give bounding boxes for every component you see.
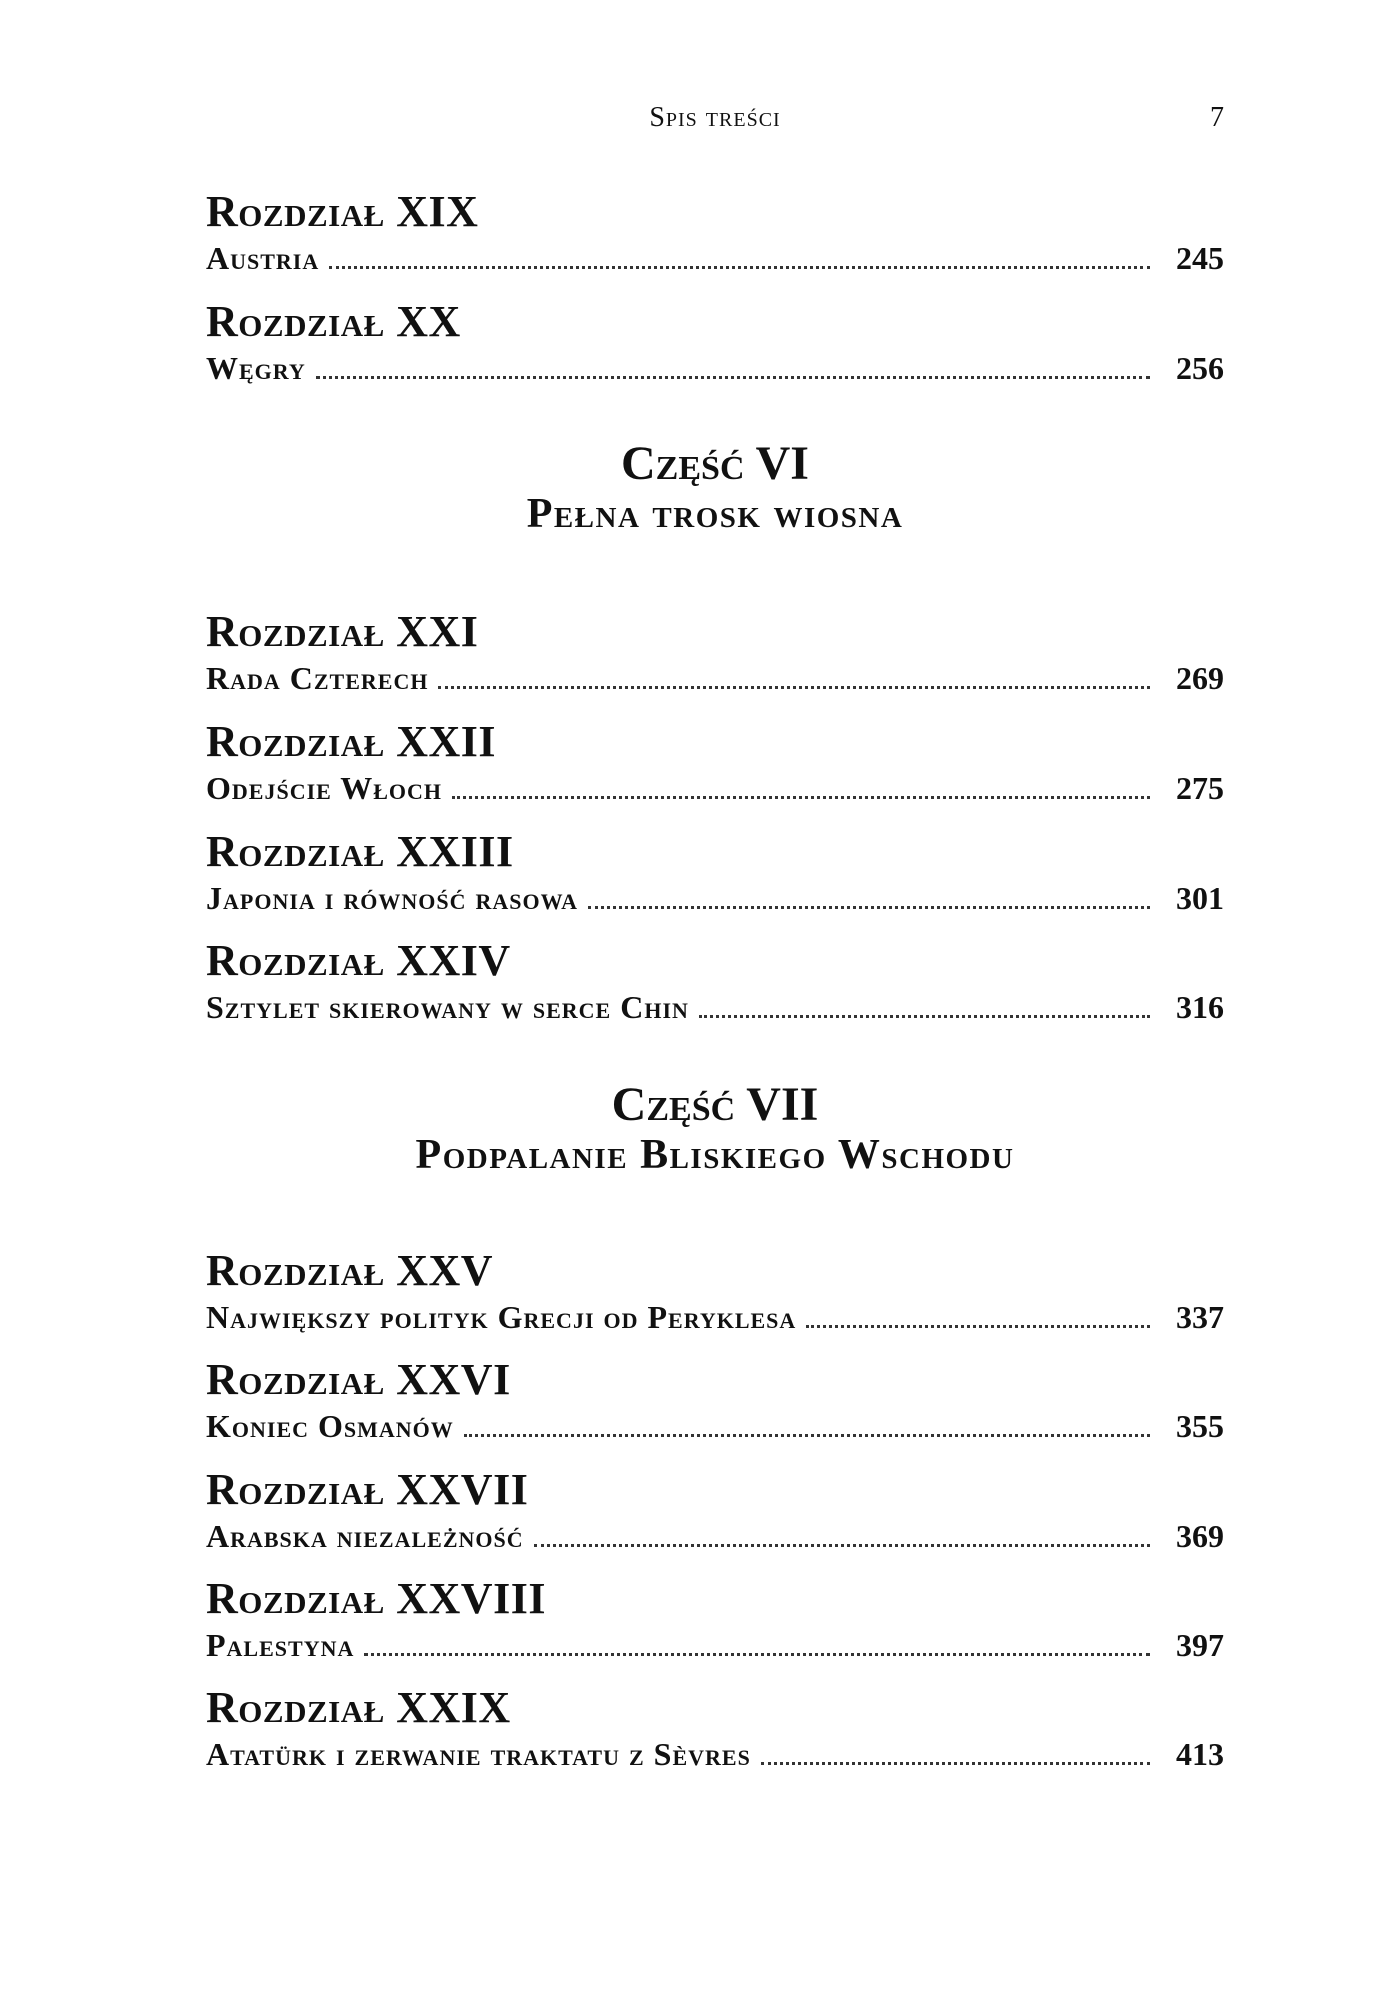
chapter-page: 316 [1176,989,1224,1025]
dot-leader [329,266,1150,269]
dot-leader [588,906,1150,909]
chapter-label: Rozdział XXV [206,1246,494,1295]
dot-leader [534,1544,1150,1547]
chapter-page: 369 [1176,1518,1224,1554]
toc-entry [206,937,1224,1027]
toc-line [206,658,1224,698]
part-title: Podpalanie Bliskiego Wschodu [415,1132,1015,1178]
toc-entry [206,718,1224,808]
chapter-page: 256 [1176,350,1224,386]
chapter-page: 275 [1176,770,1224,806]
chapter-page: 269 [1176,660,1224,696]
chapter-label: Rozdział XXIII [206,827,514,876]
toc-line [206,878,1224,918]
chapter-title: Węgry [206,350,306,386]
toc-entry [206,1356,1224,1446]
chapter-title: Największy polityk Grecji od Peryklesa [206,1299,797,1335]
toc-entry [206,1247,1224,1337]
chapter-page: 337 [1176,1299,1224,1335]
chapter-label: Rozdział XXII [206,717,497,766]
toc-line [206,348,1224,388]
toc-entry [206,1575,1224,1665]
dot-leader [452,796,1150,799]
toc-line [206,1297,1224,1337]
dot-leader [699,1015,1150,1018]
dot-leader [761,1762,1150,1765]
chapter-label: Rozdział XXVI [206,1355,511,1404]
toc-line [206,1516,1224,1556]
chapter-title: Rada Czterech [206,660,429,696]
chapter-label: Rozdział XXIX [206,1683,511,1732]
chapter-label: Rozdział XXVIII [206,1574,546,1623]
dot-leader [438,686,1150,689]
running-title: Spis treści [649,102,781,133]
chapter-label: Rozdział XXIV [206,936,511,985]
toc-line [206,238,1224,278]
chapter-title: Atatürk i zerwanie traktatu z Sèvres [206,1736,751,1772]
chapter-title: Palestyna [206,1627,355,1663]
toc-line [206,1734,1224,1774]
chapter-label: Rozdział XXVII [206,1465,529,1514]
toc-line [206,1406,1224,1446]
toc-entry [206,1684,1224,1774]
part-label: Część VII [611,1078,819,1131]
chapter-title: Japonia i równość rasowa [206,880,579,916]
part-label: Część VI [621,437,809,490]
chapter-page: 301 [1176,880,1224,916]
chapter-page: 413 [1176,1736,1224,1772]
chapter-page: 397 [1176,1627,1224,1663]
chapter-page: 245 [1176,240,1224,276]
toc-entry [206,298,1224,388]
chapter-title: Odejście Włoch [206,770,443,806]
chapter-title: Austria [206,240,320,276]
toc-line [206,768,1224,808]
part-title: Pełna trosk wiosna [526,491,904,537]
toc-entry [206,828,1224,918]
toc-line [206,987,1224,1027]
dot-leader [316,376,1150,379]
toc-entry [206,1466,1224,1556]
chapter-title: Koniec Osmanów [206,1408,454,1444]
chapter-label: Rozdział XXI [206,607,479,656]
chapter-page: 355 [1176,1408,1224,1444]
chapter-title: Sztylet skierowany w serce Chin [206,989,689,1025]
running-header [206,100,1224,136]
part-heading [206,1079,1224,1179]
chapter-label: Rozdział XIX [206,187,479,236]
dot-leader [806,1325,1150,1328]
toc-entry [206,608,1224,698]
dot-leader [364,1653,1150,1656]
dot-leader [464,1434,1150,1437]
toc-line [206,1625,1224,1665]
chapter-label: Rozdział XX [206,297,461,346]
part-heading [206,438,1224,538]
toc-entry [206,188,1224,278]
page-number: 7 [1210,102,1224,133]
chapter-title: Arabska niezależność [206,1518,524,1554]
